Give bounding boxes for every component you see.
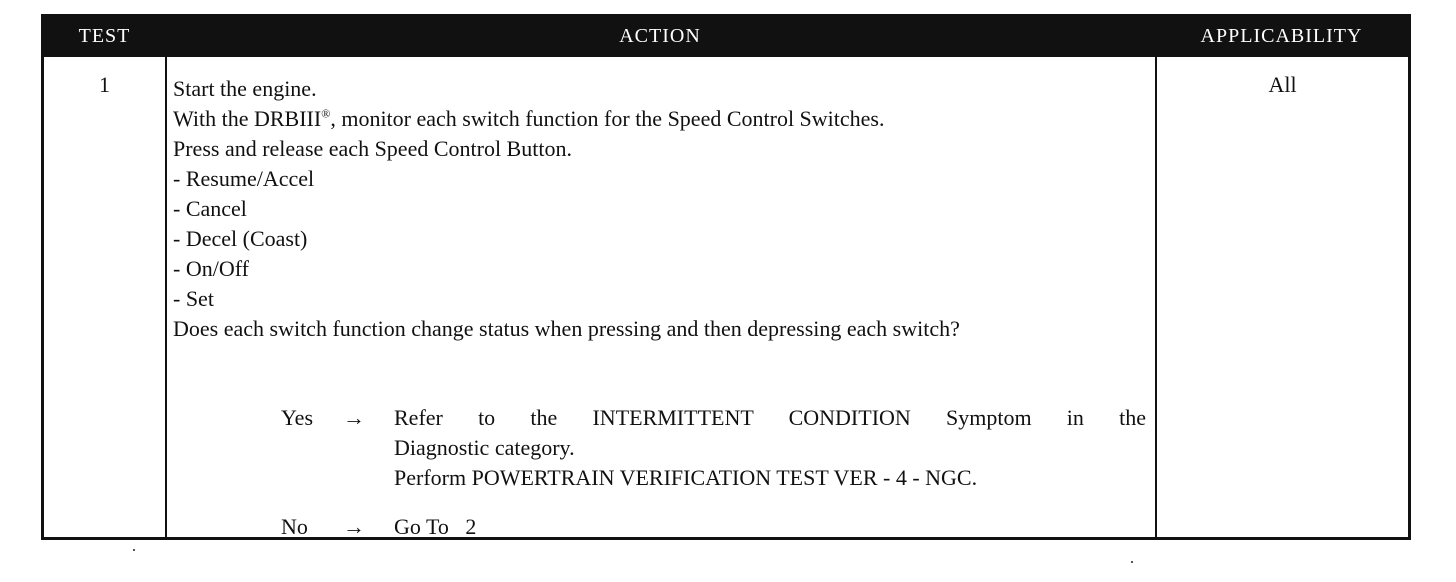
outcome-no-result [394,512,1146,542]
step-start-engine: Start the engine. [173,76,317,101]
outcome-yes-line-2: Diagnostic category. [394,435,575,460]
action-cell [173,74,1146,344]
outcome-yes-result [394,403,1146,493]
button-list-item-decel: - Decel (Coast) [173,226,308,251]
scan-speck [1131,561,1133,563]
button-list-item-resume: - Resume/Accel [173,166,315,191]
header-applicability: APPLICABILITY [1200,25,1363,47]
test-question: Does each switch function change status when pressing and then depressing each switch? [173,316,960,341]
right-arrow-icon: → [343,405,365,430]
button-list-item-set: - Set [173,286,214,311]
button-list-item-cancel: - Cancel [173,196,247,221]
step-monitor-prefix: With the DRBIII [173,106,322,131]
right-arrow-icon: → [343,514,365,539]
header-action: ACTION [619,25,701,47]
table-header [44,17,1408,57]
header-test: TEST [78,25,131,47]
column-divider-test [165,57,167,537]
test-number: 1 [99,72,110,97]
outcome-yes-line-3: Perform POWERTRAIN VERIFICATION TEST VER - 4 - NGC. [394,465,978,490]
step-monitor-switches [173,104,1146,134]
outcome-yes-label: Yes [281,405,314,430]
scan-speck [133,549,135,551]
diagnostic-test-table [41,14,1411,540]
outcome-no-line: Go To 2 [394,514,477,539]
applicability-value: All [1268,72,1297,97]
registered-mark: ® [321,106,331,121]
column-divider-applicability [1155,57,1157,537]
outcome-no-label: No [281,514,308,539]
step-monitor-suffix: , monitor each switch function for the Speed Control Switches. [330,106,885,131]
step-press-release: Press and release each Speed Control Button. [173,136,572,161]
outcome-yes-line-1: Refer to the INTERMITTENT CONDITION Symptom in the [394,405,1146,430]
button-list-item-onoff: - On/Off [173,256,249,281]
